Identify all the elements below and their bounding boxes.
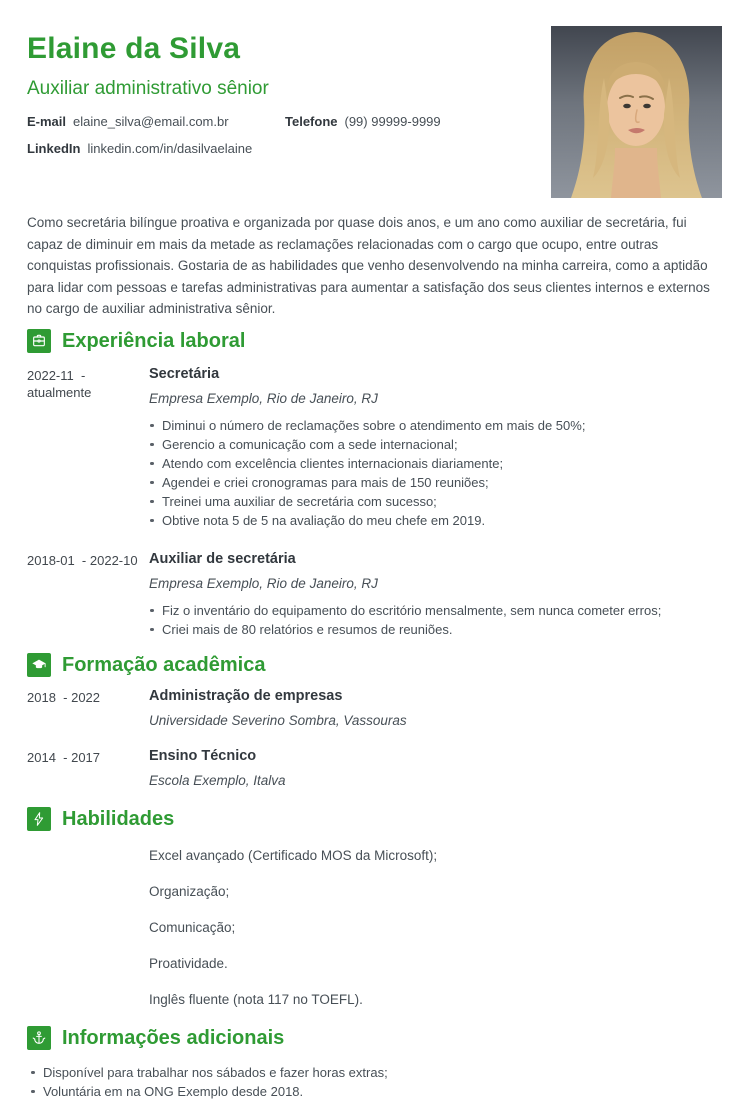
section-skills-heading [27, 807, 723, 831]
section-experience-heading [27, 329, 723, 353]
phone-value: (99) 99999-9999 [344, 114, 441, 129]
person-job-title: Auxiliar administrativo sênior [27, 78, 269, 99]
additional-info-item: Disponível para trabalhar nos sábados e fazer horas extras; [30, 1063, 723, 1082]
job-bullet: Atendo com excelência clientes internacionais diariamente; [149, 454, 723, 473]
job-title-text: Auxiliar de secretária [149, 550, 296, 567]
skill-item: Inglês fluente (nota 117 no TOEFL). [149, 991, 363, 1007]
job-bullet: Obtive nota 5 de 5 na avaliação do meu chefe em 2019. [149, 511, 723, 530]
email-label: E-mail [27, 114, 67, 129]
email-value: elaine_silva@email.com.br [73, 114, 229, 129]
experience-entry [0, 551, 750, 639]
section-title-additional: Informações adicionais [62, 1026, 285, 1049]
job-bullet: Criei mais de 80 relatórios e resumos de reuniões. [149, 620, 723, 639]
person-name: Elaine da Silva [27, 32, 241, 65]
contact-info [27, 114, 527, 156]
job-bullet: Treinei uma auxiliar de secretária com sucesso; [149, 492, 723, 511]
contact-linkedin [27, 141, 285, 156]
section-title-experience: Experiência laboral [62, 329, 246, 352]
skills-list [149, 843, 723, 1013]
additional-info-list [30, 1063, 723, 1101]
anchor-icon [27, 1026, 51, 1050]
section-additional-heading [27, 1026, 723, 1050]
job-bullet-list [149, 601, 723, 639]
education-school: Escola Exemplo, Italva [149, 772, 286, 788]
additional-info-item: Voluntária em na ONG Exemplo desde 2018. [30, 1082, 723, 1101]
education-degree: Ensino Técnico [149, 747, 257, 764]
job-company: Empresa Exemplo, Rio de Janeiro, RJ [149, 390, 378, 406]
skill-item: Organização; [149, 883, 230, 899]
linkedin-label: LinkedIn [27, 141, 81, 156]
skill-item: Excel avançado (Certificado MOS da Microsoft); [149, 847, 438, 863]
section-education-heading [27, 653, 723, 677]
education-degree: Administração de empresas [149, 687, 343, 704]
education-entry [0, 688, 750, 729]
profile-photo [551, 26, 722, 198]
contact-email [27, 114, 285, 129]
education-dates: 2018 - 2022 [27, 689, 101, 705]
experience-entry [0, 366, 750, 530]
job-bullet: Diminui o número de reclamações sobre o atendimento em mais de 50%; [149, 416, 723, 435]
linkedin-value: linkedin.com/in/dasilvaelaine [87, 141, 253, 156]
section-title-skills: Habilidades [62, 807, 175, 830]
job-dates: 2022-11 - atualmente [27, 367, 92, 400]
profile-summary: Como secretária bilíngue proativa e organizada por quase dois anos, e um ano como auxiliar de secretária, fui capaz de diminuir em mais da metade as reclamações relacionadas com o cargo que ocupo, entre outras conquistas profissionais. Gostaria de as habilidades que venho desenvolvendo na minha carreira, como a aptidão para lidar com pessoas e tarefas administrativas para aumentar a satisfação dos seus clientes internos e externos no cargo de auxiliar administrativa sênior. [27, 215, 710, 316]
job-bullet: Gerencio a comunicação com a sede internacional; [149, 435, 723, 454]
job-bullet: Agendei e criei cronogramas para mais de 150 reuniões; [149, 473, 723, 492]
graduation-cap-icon [27, 653, 51, 677]
skill-item: Proatividade. [149, 955, 228, 971]
education-entry [0, 748, 750, 789]
education-school: Universidade Severino Sombra, Vassouras [149, 712, 407, 728]
section-title-education: Formação acadêmica [62, 653, 266, 676]
contact-phone [285, 114, 527, 129]
job-bullet-list [149, 416, 723, 530]
job-title-text: Secretária [149, 365, 220, 382]
skill-item: Comunicação; [149, 919, 236, 935]
job-dates: 2018-01 - 2022-10 [27, 552, 138, 568]
education-dates: 2014 - 2017 [27, 749, 101, 765]
job-bullet: Fiz o inventário do equipamento do escritório mensalmente, sem nunca cometer erros; [149, 601, 723, 620]
briefcase-icon [27, 329, 51, 353]
lightning-bolt-icon [27, 807, 51, 831]
job-company: Empresa Exemplo, Rio de Janeiro, RJ [149, 575, 378, 591]
phone-label: Telefone [285, 114, 338, 129]
